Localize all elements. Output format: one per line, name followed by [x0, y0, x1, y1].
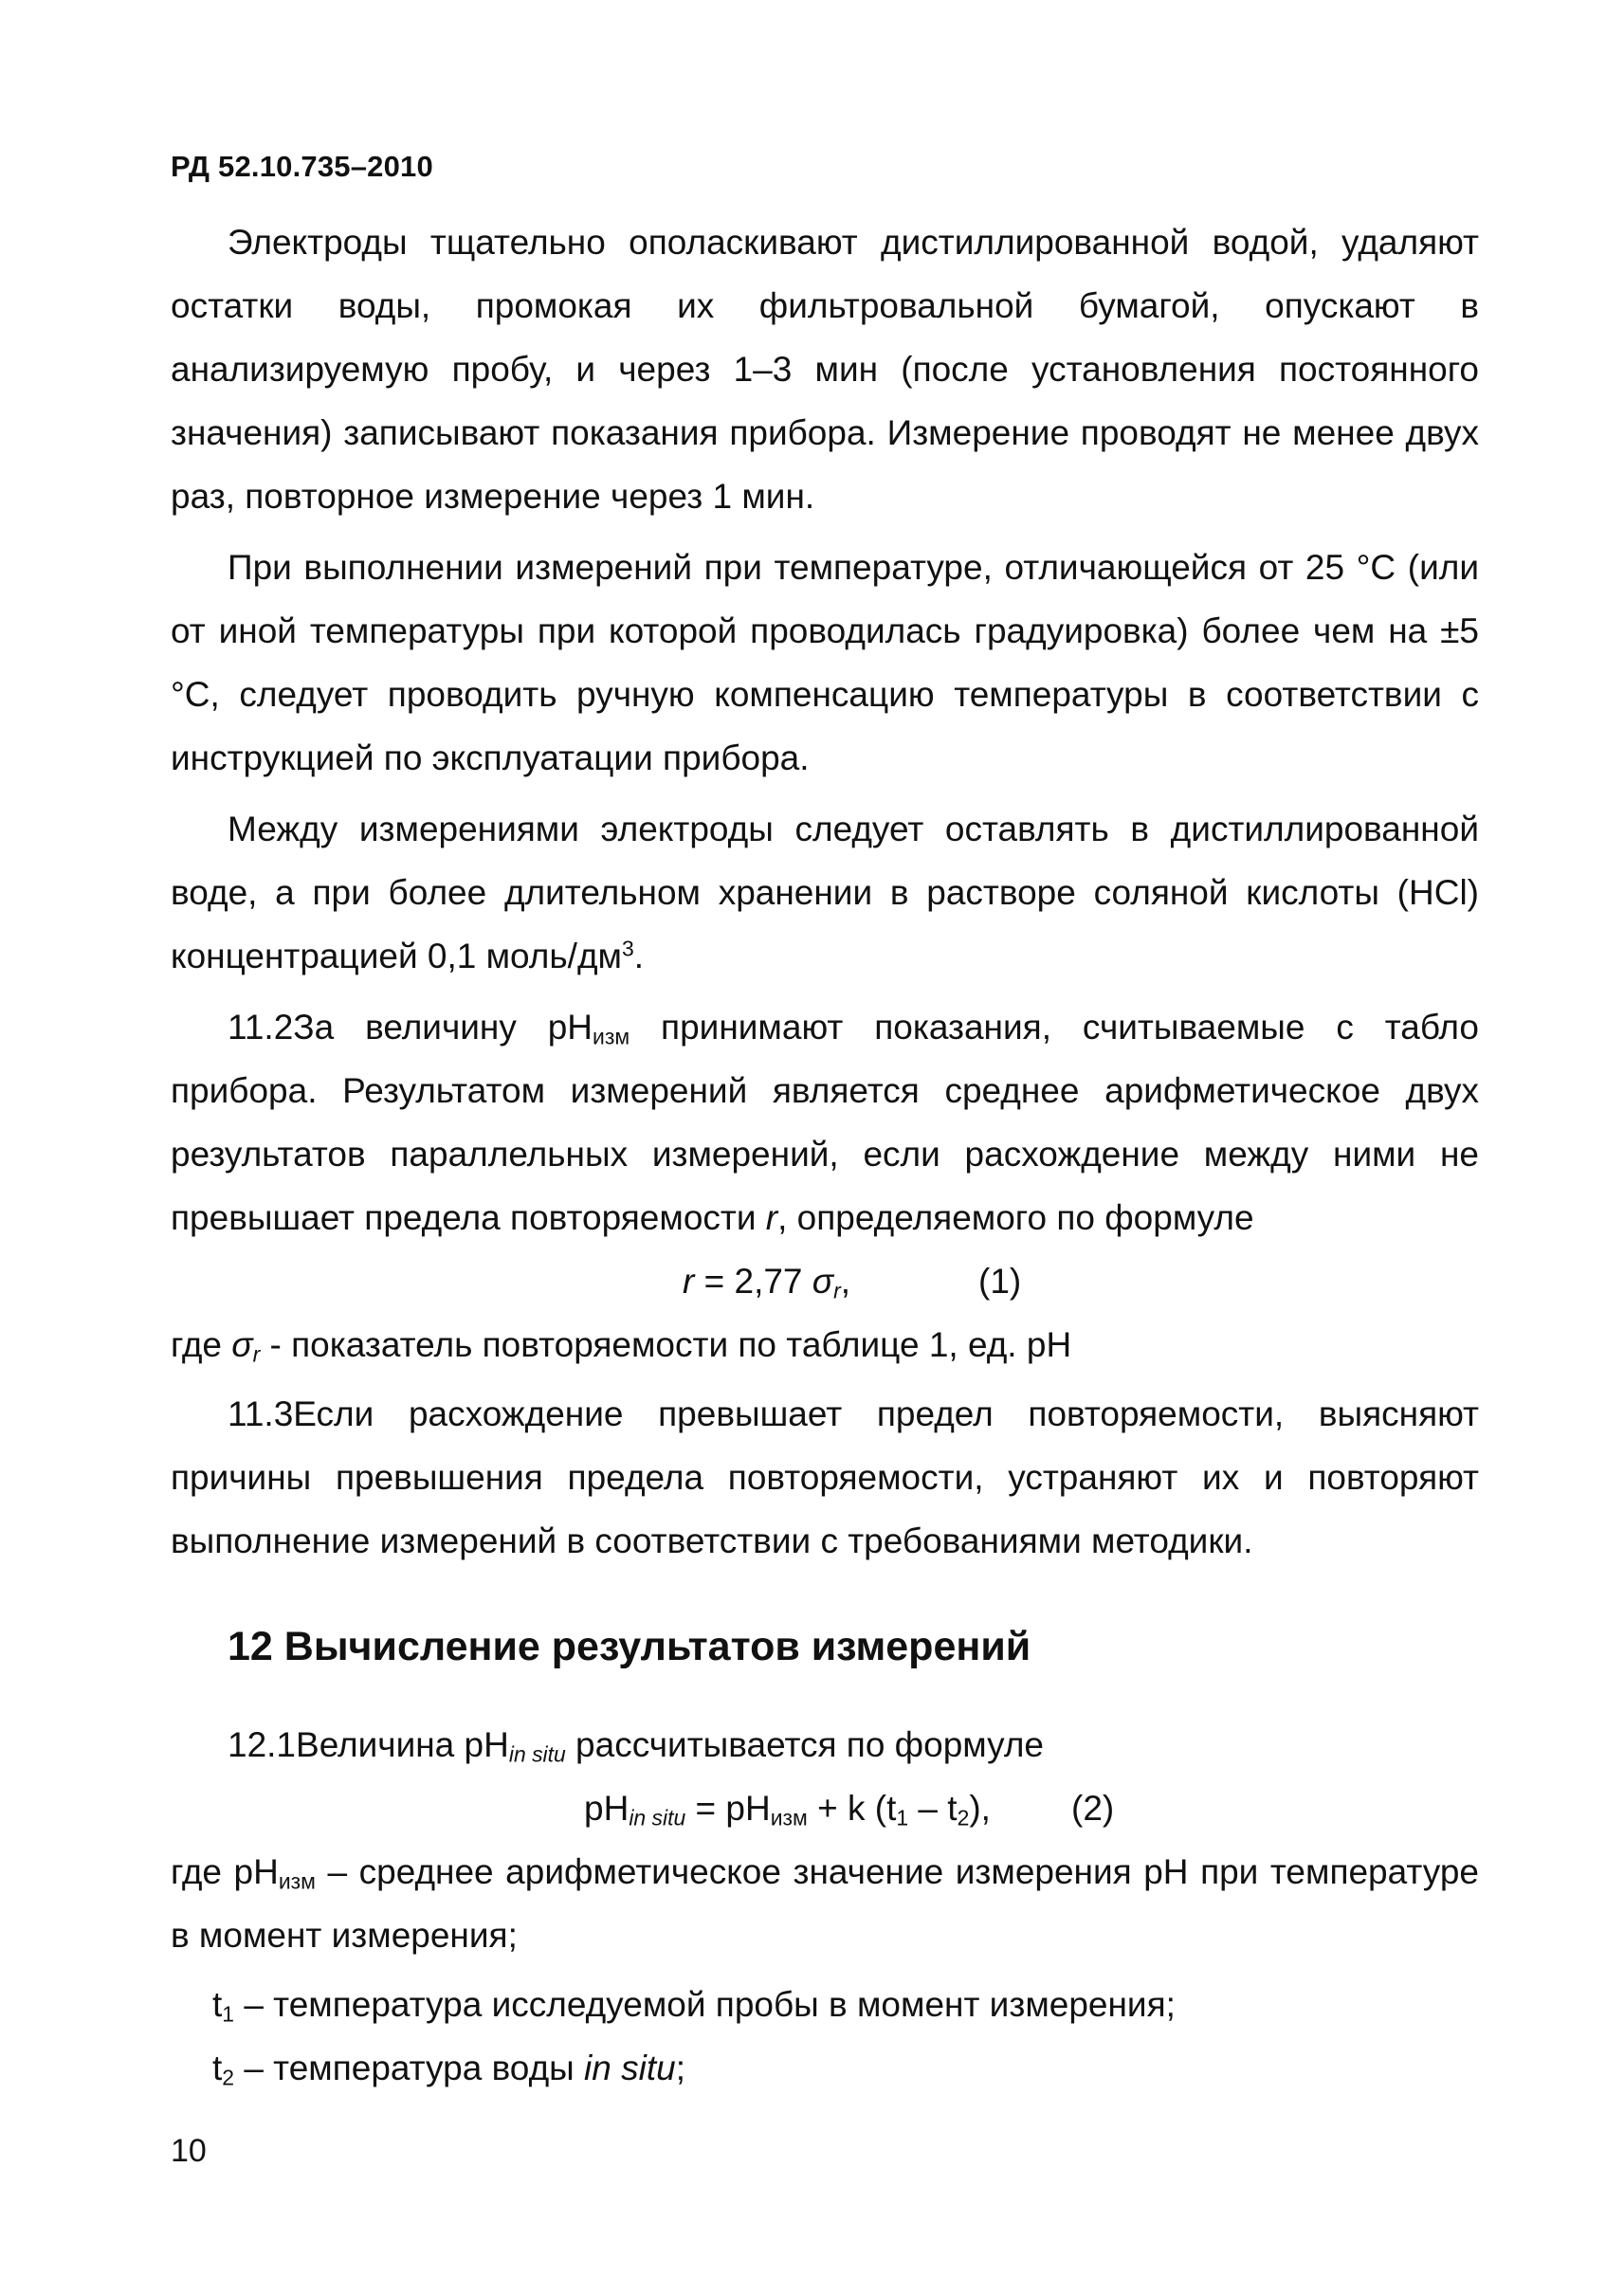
formula-1-r: r	[683, 1262, 695, 1301]
formula-2-close: ),	[969, 1789, 991, 1828]
where2-t1-text: – температура исследуемой пробы в момент измерения;	[234, 1985, 1176, 2024]
storage-end: .	[633, 937, 645, 975]
where2-sub: изм	[278, 1868, 316, 1894]
document-code-header: РД 52.10.735–2010	[171, 150, 433, 183]
where-sigma-definition	[171, 1313, 1479, 1376]
formula-1-number: (1)	[978, 1262, 1022, 1301]
where-t2-definition	[171, 2036, 1479, 2100]
where1-sigma: σ	[231, 1325, 253, 1364]
formula-2-expression	[584, 1776, 991, 1840]
storage-text: Между измерениями электроды следует оставлять в дистиллированной воде, а при более длительном хранении в растворе соляной кислоты (HCl) концентрацией 0,1 моль/дм	[171, 810, 1479, 975]
where-t1-definition	[171, 1973, 1479, 2036]
where1-sigma-sub: r	[252, 1341, 261, 1367]
paragraph-electrodes-rinse: Электроды тщательно ополаскивают дистиллированной водой, удаляют остатки воды, промокая их фильтровальной бумагой, опускают в анализируемую пробу, и через 1–3 мин (после установления постоянного значения) записывают показания прибора. Измерение проводят не менее двух раз, повторное измерение через 1 мин.	[171, 223, 1479, 516]
where2-t2-end: ;	[675, 2049, 685, 2087]
paragraph-electrode-storage	[171, 797, 1479, 988]
p12-1-end: рассчитывается по формуле	[565, 1725, 1044, 1764]
paragraph-temperature-compensation: При выполнении измерений при температуре, отличающейся от 25 °С (или от иной температуры при которой проводилась градуировка) более чем на ±5 °С, следует проводить ручную компенсацию температуры в соответствии с инструкцией по эксплуатации прибора.	[171, 548, 1479, 777]
storage-superscript: 3	[621, 936, 634, 961]
formula-2-mid: = рН	[685, 1789, 771, 1828]
formula-2-minus: – t	[908, 1789, 958, 1828]
paragraph-11-3: 11.3Если расхождение превышает предел повторяемости, выясняют причины превышения предела повторяемости, устраняют их и повторяют выполнение измерений в соответствии с требованиями методики.	[171, 1394, 1479, 1560]
formula-1-tail: ,	[840, 1262, 851, 1301]
where2-t2-sub: 2	[222, 2065, 235, 2090]
where-ph-definition	[171, 1840, 1479, 1967]
where2-t1: t	[212, 1985, 223, 2024]
section-12-heading: 12 Вычисление результатов измерений	[228, 1624, 1031, 1669]
page-number: 10	[171, 2133, 207, 2169]
formula-1-expression	[683, 1249, 850, 1313]
formula-2	[171, 1776, 1479, 1840]
paragraph-11-2	[171, 995, 1479, 1249]
where2-t1-sub: 1	[222, 2001, 235, 2027]
formula-1-eq: = 2,77	[694, 1262, 812, 1301]
where2-t2-italic: in situ	[584, 2049, 676, 2087]
where2-t2-text: – температура воды	[234, 2049, 585, 2087]
formula-2-t1-sub: 1	[896, 1805, 909, 1831]
p12-1-sub: in situ	[508, 1741, 566, 1767]
formula-2-plus: + k (t	[807, 1789, 897, 1828]
formula-2-number: (2)	[1071, 1789, 1115, 1828]
p12-1-start: 12.1Величина рН	[228, 1725, 509, 1764]
formula-2-ph1: рН	[584, 1789, 630, 1828]
paragraph-12-1	[171, 1713, 1479, 1776]
formula-1	[171, 1249, 1479, 1313]
where2-prefix: где рН	[171, 1852, 279, 1891]
formula-1-sigma: σ	[812, 1262, 834, 1301]
formula-2-ph2-sub: изм	[770, 1805, 808, 1831]
where2-t2: t	[212, 2049, 223, 2087]
p11-2-r: r	[765, 1198, 778, 1237]
formula-2-ph1-sub: in situ	[629, 1805, 686, 1831]
where1-text: - показатель повторяемости по таблице 1, ед. рН	[260, 1325, 1072, 1364]
where1-prefix: где	[171, 1325, 232, 1364]
where2-text: – среднее арифметическое значение измерения рН при температуре в момент измерения;	[171, 1852, 1479, 1955]
p11-2-end: , определяемого по формуле	[777, 1198, 1254, 1237]
p11-2-start: 11.2За величину рН	[228, 1008, 593, 1047]
p11-2-middle: принимают показания, считываемые с табло прибора. Результатом измерений является среднее арифметическое двух результатов параллельных измерений, если расхождение между ними не превышает предела повторяемости	[171, 1008, 1479, 1237]
formula-1-sigma-sub: r	[833, 1278, 841, 1303]
formula-2-t2-sub: 2	[957, 1805, 970, 1831]
p11-2-sub: изм	[593, 1024, 630, 1049]
document-body	[171, 210, 1479, 2100]
